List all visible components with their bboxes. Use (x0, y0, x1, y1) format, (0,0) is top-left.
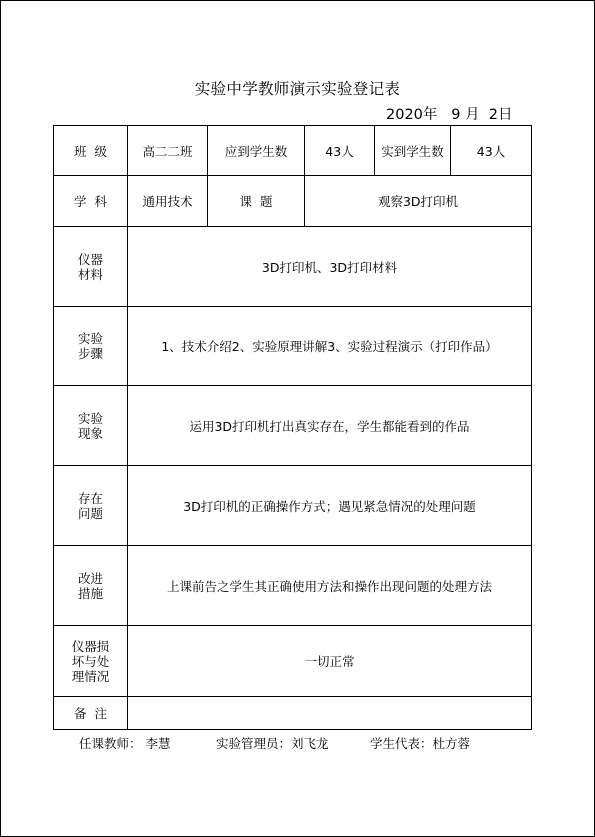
actual-students-value: 43人 (451, 126, 532, 176)
notes-label: 备 注 (54, 697, 128, 730)
lab-manager-signature: 实验管理员：刘飞龙 (216, 736, 329, 751)
table-row (54, 546, 532, 626)
improvement-value: 上课前告之学生其正确使用方法和操作出现问题的处理方法 (128, 546, 532, 626)
table-row (54, 386, 532, 466)
page-title: 实验中学教师演示实验登记表 (194, 80, 401, 98)
notes-value (128, 697, 532, 730)
expected-students-value: 43人 (305, 126, 375, 176)
table-row (54, 307, 532, 386)
instruments-label (54, 227, 128, 307)
steps-label-line: 步骤 (77, 346, 103, 361)
phenomenon-value: 运用3D打印机打出真实存在，学生都能看到的作品 (128, 386, 532, 466)
problems-label (54, 466, 128, 546)
subject-value: 通用技术 (128, 176, 208, 227)
table-row (54, 626, 532, 697)
topic-label: 课 题 (208, 176, 305, 227)
steps-value: 1、技术介绍2、实验原理讲解3、实验过程演示（打印作品） (128, 307, 532, 386)
problems-label-line: 问题 (77, 505, 103, 521)
table-row (54, 466, 532, 546)
damage-value: 一切正常 (128, 626, 532, 697)
instruments-label-line: 材料 (77, 266, 103, 282)
improvement-label-line: 改进 (77, 570, 103, 586)
date-line: 2020年 9 月 2日 (386, 107, 513, 123)
expected-students-label: 应到学生数 (208, 126, 305, 176)
topic-value: 观察3D打印机 (305, 176, 532, 227)
actual-students-label: 实到学生数 (375, 126, 451, 176)
damage-label (54, 626, 128, 697)
steps-label-line: 实验 (77, 331, 103, 346)
class-label: 班 级 (54, 126, 128, 176)
class-value: 高二二班 (128, 126, 208, 176)
registration-table (53, 125, 532, 730)
table-row (54, 697, 532, 730)
student-rep-signature: 学生代表：杜方蓉 (370, 736, 471, 751)
teacher-signature: 任课教师： 李慧 (79, 736, 171, 751)
phenomenon-label (54, 386, 128, 466)
damage-label-line: 理情况 (71, 668, 110, 684)
table-row (54, 176, 532, 227)
instruments-value: 3D打印机、3D打印材料 (128, 227, 532, 307)
damage-label-line: 坏与处 (71, 653, 110, 669)
table-row (54, 126, 532, 176)
subject-label: 学 科 (54, 176, 128, 227)
problems-value: 3D打印机的正确操作方式；遇见紧急情况的处理问题 (128, 466, 532, 546)
damage-label-line: 仪器损 (71, 638, 110, 654)
problems-label-line: 存在 (77, 490, 103, 506)
phenomenon-label-line: 实验 (77, 410, 103, 426)
phenomenon-label-line: 现象 (77, 425, 103, 441)
improvement-label-line: 措施 (77, 585, 103, 601)
steps-label (54, 307, 128, 386)
table-row (54, 227, 532, 307)
improvement-label (54, 546, 128, 626)
instruments-label-line: 仪器 (77, 251, 103, 267)
